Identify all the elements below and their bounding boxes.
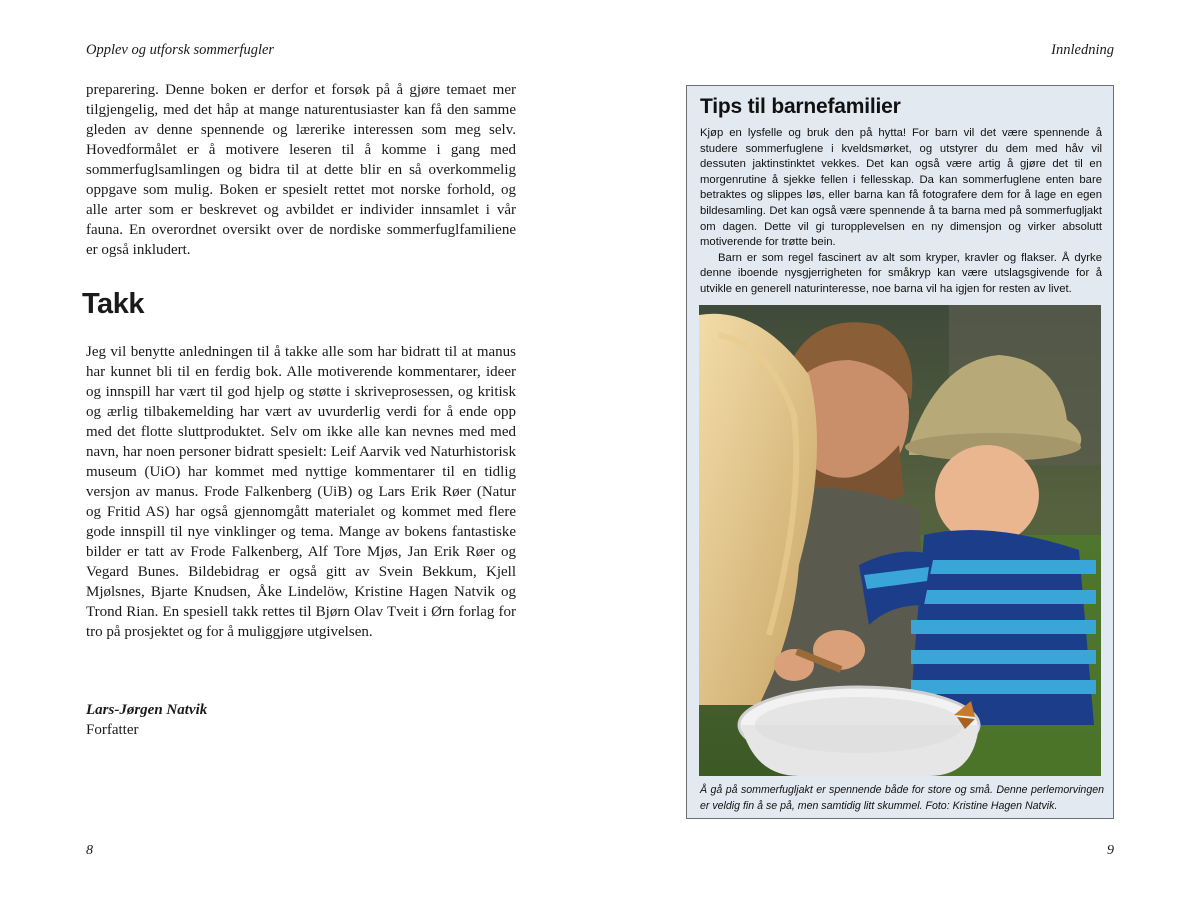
tips-box-title: Tips til barnefamilier: [700, 95, 901, 118]
tips-paragraph-2: Barn er som regel fascinert av alt som kryper, kravler og flakser. Å dyrke denne iboende nysgjerrigheten for småkryp kan være utslagsgivende for å utvikle en generell naturinteresse, noe barna vil ha igjen for resten av livet.: [700, 251, 1102, 295]
intro-paragraph: preparering. Denne boken er derfor et forsøk på å gjøre temaet mer tilgjengelig, med det håp at mange naturentusiaster kan få den samme gleden av denne spennende og lærerike interessen som meg selv. Hovedformålet er å motivere leseren til å komme i gang med sommerfuglsamlingen og bidra til at dette blir en så overkommelig oppgave som mulig. Boken er spesielt rettet mot norske forhold, og alle arter som er beskrevet og avbildet er individer innsamlet i vår fauna. En overordnet oversikt over de nordiske sommerfuglfamiliene er også inkludert.: [86, 82, 516, 258]
tips-sidebar-box: [686, 85, 1114, 819]
intro-text-block: [86, 80, 516, 260]
page-number-left: 8: [86, 843, 93, 858]
takk-paragraph: Jeg vil benytte anledningen til å takke alle som har bidratt til at manus har kunnet bli til en ferdig bok. Alle motiverende kommentarer, ideer og innspill har vært til god hjelp og støtte i skriveprosessen, og kritisk og ærlig tilbakemelding har vært av uvurderlig verdi for å ende opp med det flotte sluttproduktet. Selv om ikke alle kan nevnes med med navn, har noen personer bidratt spesielt: Leif Aarvik ved Naturhistorisk museum (UiO) har kommet med nyttige kommentarer til en tidlig versjon av manus. Frode Falkenberg (UiB) og Lars Erik Røer (Natur og Fritid AS) har også gjennomgått materialet og kommet med flere gode innspill til nye vinklinger og tema. Mange av bokens fantastiske bilder er tatt av Frode Falkenberg, Alf Tore Mjøs, Jan Erik Røer og Vegard Bunes. Bildebidrag er også gitt av Svein Bekkum, Kjell Mjølsnes, Bjarte Knudsen, Åke Lindelöw, Kristine Hagen Natvik og Trond Rian. En spesiell takk rettes til Bjørn Olav Tveit i Ørn forlag for tro på prosjektet og for å muliggjøre utgivelsen.: [86, 344, 516, 640]
tips-box-body: [700, 126, 1102, 298]
running-head-left: Opplev og utforsk sommerfugler: [86, 42, 275, 58]
page-number-right: 9: [1107, 843, 1114, 858]
running-head-right: Innledning: [1051, 42, 1114, 58]
section-heading-takk: Takk: [82, 288, 144, 320]
author-role: Forfatter: [86, 722, 139, 738]
photo-caption: Å gå på sommerfugljakt er spennende både for store og små. Denne perlemorvingen er veldig fin å se på, men samtidig litt skummel. Foto: Kristine Hagen Natvik.: [700, 784, 1104, 812]
tips-paragraph-1: Kjøp en lysfelle og bruk den på hytta! For barn vil det være spennende å studere sommerfuglene i kveldsmørket, og utstyrer du dem med håv vil dessuten jaktinstinktet vekkes. Det kan også være artig å gjøre det til en morgenrutine å sjekke fellen i fellesskap. Da kan sommerfuglene enten bare betraktes og slippes løs, eller barna kan få fotografere dem for å lage en egen bildesamling. Det kan også være spennende å ta barna med på sommerfugljakt om dagen. Dette vil gi turopplevelsen en ny dimensjon og virker absolutt motiverende for trøtte bein.: [700, 127, 1102, 249]
family-butterfly-photo: [699, 305, 1101, 776]
author-name: Lars-Jørgen Natvik: [86, 702, 208, 718]
